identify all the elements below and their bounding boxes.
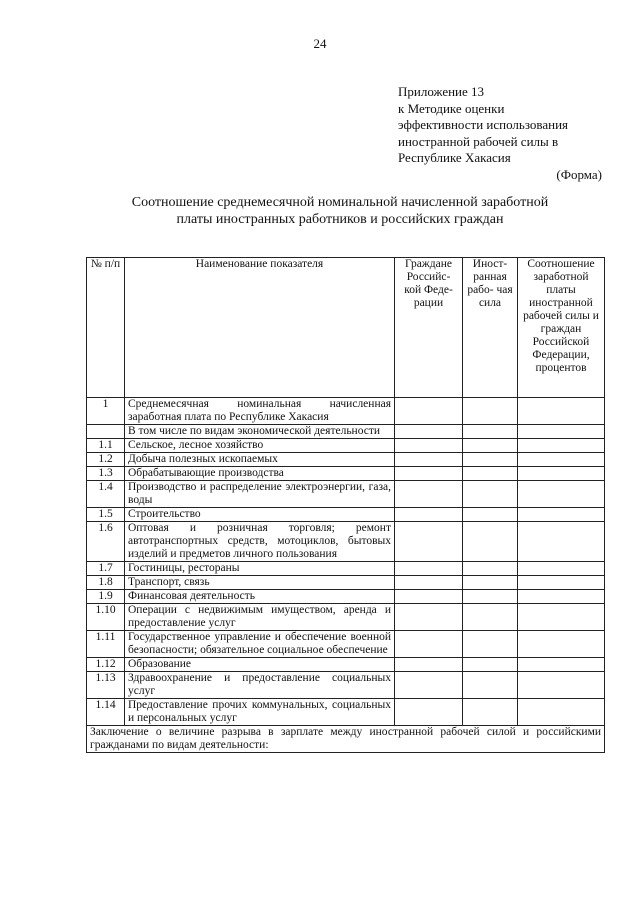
row-foreign-cell [463,425,518,439]
table-row [87,699,605,726]
row-ratio-cell [518,604,605,631]
row-name: Сельское, лесное хозяйство [125,439,395,453]
header-name: Наименование показателя [125,258,395,398]
row-num: 1.1 [87,439,125,453]
row-name: В том числе по видам экономической деятельности [125,425,395,439]
row-num: 1.5 [87,508,125,522]
table-row [87,562,605,576]
row-foreign-cell [463,604,518,631]
row-num: 1.3 [87,467,125,481]
row-citizens-cell [395,508,463,522]
row-citizens-cell [395,562,463,576]
row-ratio-cell [518,398,605,425]
row-num: 1 [87,398,125,425]
row-name: Предоставление прочих коммунальных, социальных и персональных услуг [125,699,395,726]
header-num: № п/п [87,258,125,398]
row-name: Государственное управление и обеспечение военной безопасности; обязательное социальное обеспечение [125,631,395,658]
appendix-line: Приложение 13 [398,84,485,99]
row-num: 1.4 [87,481,125,508]
row-citizens-cell [395,522,463,562]
row-citizens-cell [395,425,463,439]
row-foreign-cell [463,467,518,481]
table-row [87,576,605,590]
row-ratio-cell [518,425,605,439]
row-ratio-cell [518,631,605,658]
row-ratio-cell [518,508,605,522]
row-ratio-cell [518,467,605,481]
document-title [100,194,580,228]
title-line: Соотношение среднемесячной номинальной начисленной заработной [131,195,549,210]
row-name: Транспорт, связь [125,576,395,590]
row-name: Оптовая и розничная торговля; ремонт автотранспортных средств, мотоциклов, бытовых изделий и предметов личного пользования [125,522,395,562]
row-name: Строительство [125,508,395,522]
table-row [87,439,605,453]
row-ratio-cell [518,590,605,604]
row-foreign-cell [463,658,518,672]
row-foreign-cell [463,508,518,522]
row-ratio-cell [518,439,605,453]
row-num: 1.14 [87,699,125,726]
row-name: Обрабатывающие производства [125,467,395,481]
table-header-row [87,258,605,398]
row-citizens-cell [395,453,463,467]
form-mark: (Форма) [556,166,602,182]
row-name: Здравоохранение и предоставление социальных услуг [125,672,395,699]
row-foreign-cell [463,481,518,508]
table-footer-row [87,726,605,753]
row-foreign-cell [463,562,518,576]
row-name: Добыча полезных ископаемых [125,453,395,467]
header-ratio: Соотношение заработной платы иностранной рабочей силы и граждан Российской Федерации, процентов [518,258,605,398]
row-num: 1.8 [87,576,125,590]
table-row [87,604,605,631]
row-ratio-cell [518,522,605,562]
table-row [87,398,605,425]
row-num: 1.9 [87,590,125,604]
header-citizens: Граждане Российс- кой Феде- рации [395,258,463,398]
row-foreign-cell [463,453,518,467]
table-row [87,467,605,481]
appendix-block [398,84,618,183]
row-name: Гостиницы, рестораны [125,562,395,576]
appendix-line: Республике Хакасия [398,150,511,165]
row-citizens-cell [395,398,463,425]
row-citizens-cell [395,439,463,453]
row-foreign-cell [463,439,518,453]
row-num [87,425,125,439]
row-citizens-cell [395,631,463,658]
row-foreign-cell [463,576,518,590]
table-footer: Заключение о величине разрыва в зарплате между иностранной рабочей силой и российскими гражданами по видам деятельности: [87,726,605,753]
table-row [87,590,605,604]
row-foreign-cell [463,522,518,562]
row-foreign-cell [463,590,518,604]
row-ratio-cell [518,481,605,508]
table-row [87,425,605,439]
row-citizens-cell [395,481,463,508]
row-num: 1.2 [87,453,125,467]
row-ratio-cell [518,576,605,590]
row-name: Образование [125,658,395,672]
row-num: 1.13 [87,672,125,699]
table-row [87,508,605,522]
row-name: Финансовая деятельность [125,590,395,604]
row-foreign-cell [463,672,518,699]
row-ratio-cell [518,453,605,467]
appendix-line: иностранной рабочей силы в [398,133,559,149]
row-foreign-cell [463,398,518,425]
row-foreign-cell [463,699,518,726]
row-num: 1.12 [87,658,125,672]
row-citizens-cell [395,672,463,699]
row-name: Операции с недвижимым имуществом, аренда и предоставление услуг [125,604,395,631]
row-num: 1.7 [87,562,125,576]
table-row [87,522,605,562]
row-name: Производство и распределение электроэнергии, газа, воды [125,481,395,508]
row-citizens-cell [395,658,463,672]
table-row [87,631,605,658]
row-ratio-cell [518,562,605,576]
table-row [87,453,605,467]
table-row [87,672,605,699]
page-number: 24 [313,36,327,51]
row-foreign-cell [463,631,518,658]
row-citizens-cell [395,590,463,604]
indicator-table [86,257,605,753]
row-citizens-cell [395,576,463,590]
row-ratio-cell [518,699,605,726]
row-citizens-cell [395,467,463,481]
appendix-line: эффективности использования [398,117,569,132]
row-ratio-cell [518,658,605,672]
row-ratio-cell [518,672,605,699]
row-num: 1.6 [87,522,125,562]
table-row [87,658,605,672]
title-line: платы иностранных работников и российских граждан [176,212,504,227]
row-num: 1.10 [87,604,125,631]
appendix-line: к Методике оценки [398,100,505,116]
row-num: 1.11 [87,631,125,658]
row-citizens-cell [395,699,463,726]
table-row [87,481,605,508]
header-foreign: Иност- ранная рабо- чая сила [463,258,518,398]
row-citizens-cell [395,604,463,631]
row-name: Среднемесячная номинальная начисленная заработная плата по Республике Хакасия [125,398,395,425]
